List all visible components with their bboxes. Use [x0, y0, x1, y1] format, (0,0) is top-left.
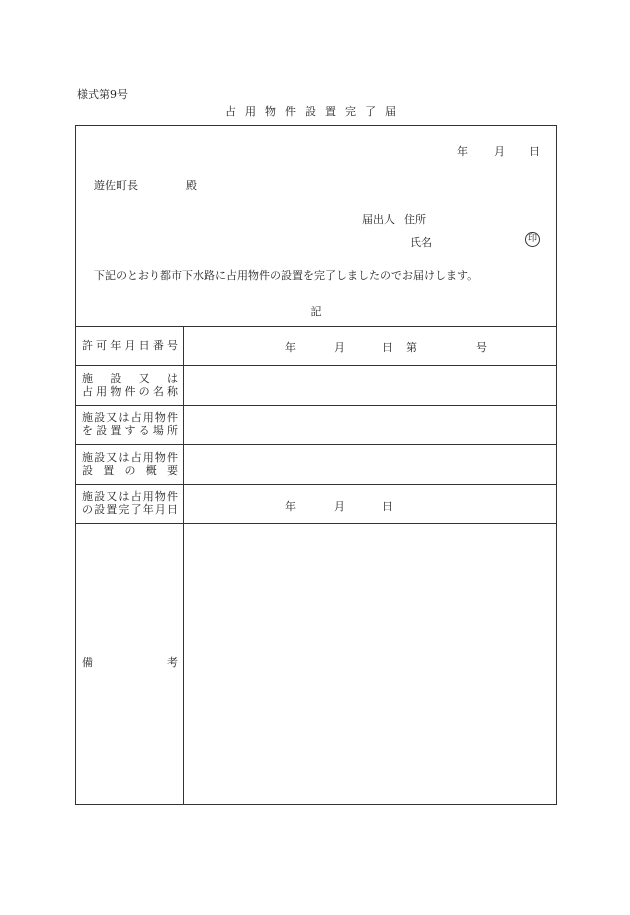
- date-year-label: 年: [457, 145, 468, 158]
- form-frame: [75, 125, 557, 805]
- applicant-name-label: 氏名: [410, 236, 432, 249]
- remarks-label: 備考: [82, 656, 178, 669]
- row-divider: [76, 444, 556, 445]
- applicant-label: 届出人: [362, 213, 395, 226]
- honorific: 殿: [186, 179, 197, 192]
- completion-day-label: 日: [382, 500, 393, 513]
- permit-date-number-label: 許可年月日番号: [82, 339, 178, 352]
- completion-date-label: 施設又は占用物件 の設置完了年月日: [82, 490, 178, 516]
- column-divider: [183, 326, 184, 804]
- applicant-address-row: [362, 211, 426, 227]
- addressee-name: 遊佐町長: [94, 179, 138, 192]
- row-divider: [76, 523, 556, 524]
- permit-month-label: 月: [334, 341, 345, 354]
- form-number: 様式第9号: [77, 88, 128, 101]
- date-day-label: 日: [529, 145, 540, 158]
- facility-name-label: 施設又は 占用物件の名称: [82, 372, 178, 398]
- document-title: 占用物件設置完了届: [225, 105, 405, 118]
- completion-date-field[interactable]: [184, 498, 556, 511]
- row-divider: [76, 484, 556, 485]
- installation-location-label: 施設又は占用物件 を設置する場所: [82, 411, 178, 437]
- permit-year-label: 年: [285, 341, 296, 354]
- row-divider: [76, 326, 556, 327]
- row-divider: [76, 365, 556, 366]
- completion-year-label: 年: [285, 500, 296, 513]
- installation-outline-label: 施設又は占用物件 設置の概要: [82, 451, 178, 477]
- date-month-label: 月: [494, 145, 505, 158]
- completion-month-label: 月: [334, 500, 345, 513]
- ki-heading: 記: [310, 305, 322, 318]
- seal-icon: 印: [525, 232, 540, 247]
- permit-date-number-field[interactable]: [184, 339, 556, 352]
- permit-dai-label: 第: [406, 341, 417, 354]
- address-label: 住所: [404, 213, 426, 226]
- statement-text: 下記のとおり都市下水路に占用物件の設置を完了しましたのでお届けします。: [94, 269, 479, 282]
- permit-day-label: 日: [382, 341, 393, 354]
- row-divider: [76, 405, 556, 406]
- addressee: [94, 177, 197, 193]
- permit-gou-label: 号: [476, 341, 487, 354]
